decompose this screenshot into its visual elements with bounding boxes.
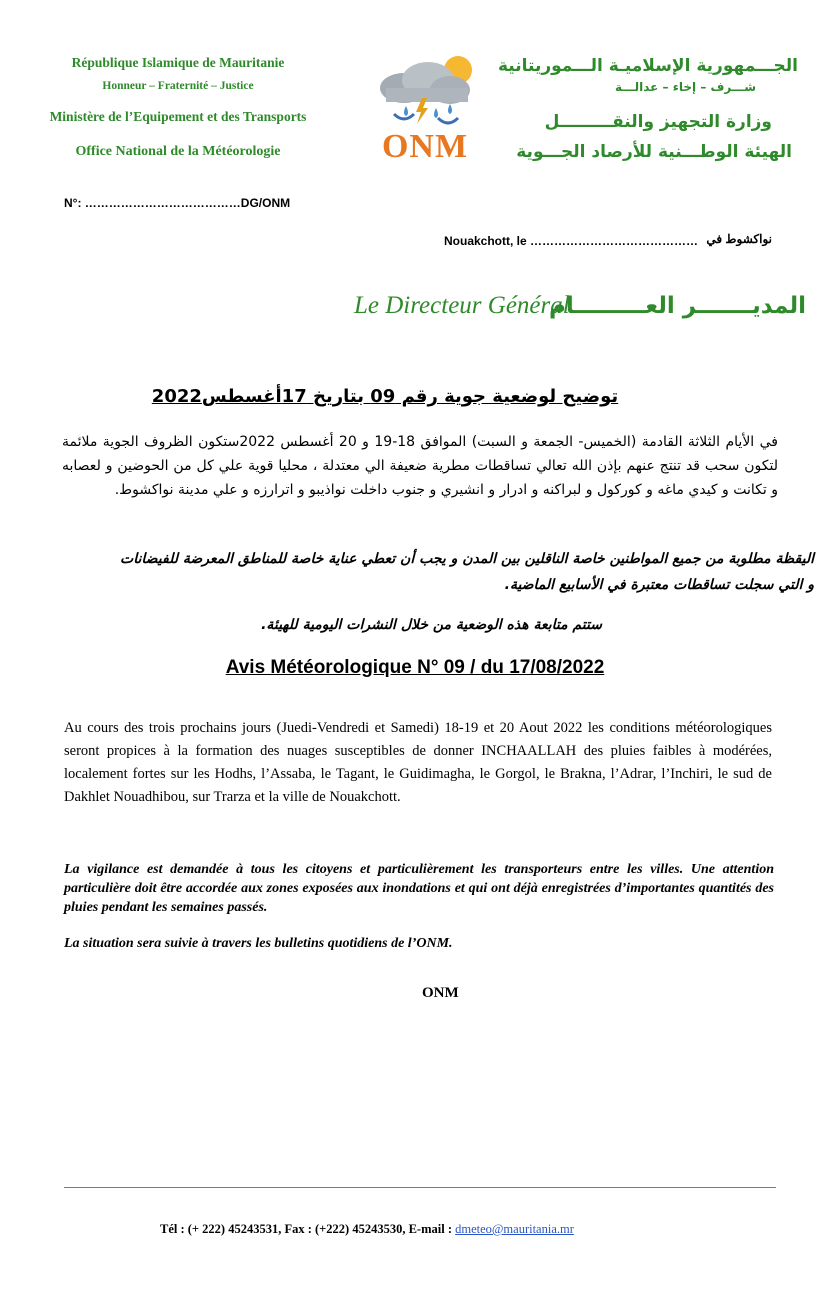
french-vigilance-text: La vigilance est demandée à tous les citoyens et particulièrement les transporteurs entre les villes. Une attention particulière doit être accordée aux zones exposées aux inondations et qui ont déjà enregistrées d’importantes quantités des pluies pendant les semaines passés. — [64, 862, 774, 915]
reference-number: N°: …………………………………DG/ONM — [64, 196, 291, 210]
email-link[interactable]: dmeteo@mauritania.mr — [455, 1222, 574, 1236]
country-name-ar: الجـــمهورية الإسلاميـة الـــموريتانية — [497, 56, 798, 76]
motto-fr: Honneur – Fraternité – Justice — [102, 80, 254, 92]
country-name-fr: République Islamique de Mauritanie — [71, 55, 285, 70]
footer-contact — [160, 1222, 574, 1237]
signature-onm: ONM — [422, 985, 459, 1001]
ministry-name-ar: وزارة التجهيز والنقـــــــــل — [544, 112, 772, 132]
signatory-ar: المديـــــــر العـــــــــام — [549, 293, 806, 319]
french-followup-text: La situation sera suivie à travers les bulletins quotidiens de l’ONM. — [64, 936, 453, 951]
logo-text: ONM — [381, 128, 469, 165]
onm-logo — [366, 54, 484, 166]
arabic-notice-body: في الأيام الثلاثة القادمة (الخميس- الجمعة و السبت) الموافق 18-19 و 20 أغسطس 2022ستكون الظروف الجوية ملائمة لتكون سحب قد تنتج عنهم بإذن الله تعالي تساقطات مطرية ضعيفة الي معتدلة ، محليا قوية علي كل من الحوضين و لعصابه و تكانت و كيدي ماغه و كوركول و لبراكنه و ادرار و انشيري و جنوب داخلت نواذيبو و اترارزه و علي مدينة نواكشوط. — [62, 434, 778, 498]
signatory-fr: Le Directeur Général — [354, 292, 570, 319]
office-name-ar: الهيئة الوطـــنية للأرصاد الجـــوية — [516, 142, 792, 162]
place-date-ar: نواكشوط في — [706, 232, 772, 246]
arabic-followup-text: ستتم متابعة هذه الوضعية من خلال النشرات اليومية للهيئة. — [261, 617, 602, 633]
french-notice-body: Au cours des trois prochains jours (Juedi-Vendredi et Samedi) 18-19 et 20 Aout 2022 les conditions météorologiques seront propices à la formation des nuages susceptibles de donner INCHAALLAH des pluies faibles à modérées, localement fortes sur les Hodhs, l’Assaba, le Tagant, le Guidimagha, le Gorgol, le Brakna, l’Adrar, l’Inchiri, le sud de Dakhlet Nouadhibou, sur Trarza et la ville de Nouakchott. — [64, 720, 772, 805]
french-notice-title: Avis Météorologique N° 09 / du 17/08/2022 — [225, 657, 605, 678]
place-date-fr: Nouakchott, le …………………………………… — [444, 234, 699, 248]
footer-contact-text: Tél : (+ 222) 45243531, Fax : (+222) 45243530, E-mail : — [160, 1222, 456, 1236]
arabic-notice-title: توضيح لوضعية جوية رقم 09 بتاريخ 17أغسطس2022 — [151, 386, 619, 407]
motto-ar: شـــرف – إخاء – عدالـــة — [615, 80, 756, 94]
arabic-vigilance-text: اليقظة مطلوبة من جميع المواطنين خاصة الناقلين بين المدن و يجب أن تعطي عناية خاصة للمناطق المعرضة للفيضانات و التي سجلت تساقطات معتبرة في الأسابيع الماضية. — [120, 551, 814, 593]
ministry-name-fr: Ministère de l’Equipement et des Transports — [49, 109, 307, 124]
footer-divider — [64, 1187, 776, 1188]
office-name-fr: Office National de la Météorologie — [75, 144, 281, 159]
